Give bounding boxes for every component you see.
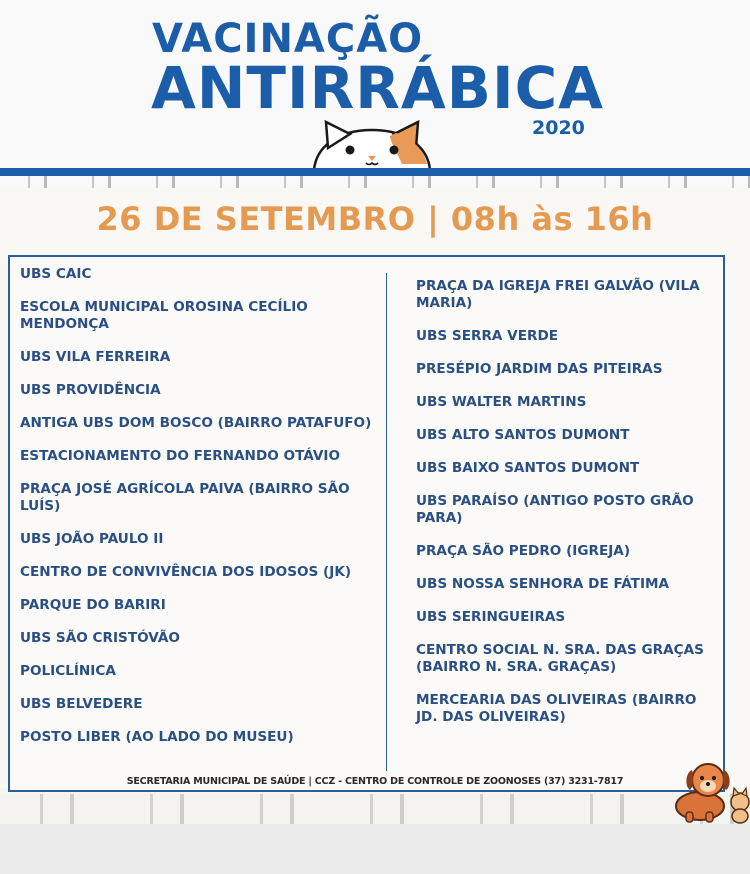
footer-credit: SECRETARIA MUNICIPAL DE SAÚDE | CCZ - CENTRO DE CONTROLE DE ZOONOSES (37) 3231-7817 bbox=[126, 776, 624, 787]
list-item: UBS SERRA VERDE bbox=[416, 328, 559, 344]
footer-band bbox=[0, 824, 750, 874]
list-item: UBS VILA FERREIRA bbox=[20, 349, 171, 365]
list-item: PRAÇA JOSÉ AGRÍCOLA PAIVA (BAIRRO SÃO LUÍS) bbox=[20, 481, 350, 514]
list-item: UBS CAIC bbox=[20, 266, 92, 282]
list-item: UBS PROVIDÊNCIA bbox=[20, 382, 161, 398]
footer-paw-pattern bbox=[0, 794, 750, 824]
column-divider bbox=[386, 273, 387, 771]
list-item: UBS ALTO SANTOS DUMONT bbox=[416, 427, 630, 443]
title-year: 2020 bbox=[532, 117, 585, 139]
list-item: UBS PARAÍSO (ANTIGO POSTO GRÃO PARA) bbox=[416, 493, 694, 526]
list-item: UBS WALTER MARTINS bbox=[416, 394, 587, 410]
list-item: POLICLÍNICA bbox=[20, 663, 116, 679]
paw-pattern-band bbox=[0, 176, 750, 188]
cat-face-icon bbox=[306, 118, 438, 170]
list-item: PRESÉPIO JARDIM DAS PITEIRAS bbox=[416, 361, 663, 377]
list-item: CENTRO DE CONVIVÊNCIA DOS IDOSOS (JK) bbox=[20, 564, 352, 580]
list-item: PRAÇA DA IGREJA FREI GALVÃO (VILA MARIA) bbox=[416, 278, 700, 311]
list-item: UBS BELVEDERE bbox=[20, 696, 143, 712]
date-time-heading: 26 DE SETEMBRO | 08h às 16h bbox=[96, 200, 654, 238]
title-antirrabica: ANTIRRÁBICA bbox=[151, 54, 605, 122]
list-item: UBS NOSSA SENHORA DE FÁTIMA bbox=[416, 576, 670, 592]
poster-header bbox=[0, 0, 750, 172]
list-item: UBS SÃO CRISTÓVÃO bbox=[20, 630, 180, 646]
list-item: UBS SERINGUEIRAS bbox=[416, 609, 566, 625]
list-item: PARQUE DO BARIRI bbox=[20, 597, 166, 613]
locations-right-column bbox=[416, 278, 716, 742]
list-item: ESCOLA MUNICIPAL OROSINA CECÍLIO MENDONÇA bbox=[20, 299, 308, 332]
list-item: UBS JOÃO PAULO II bbox=[20, 531, 164, 547]
list-item: ESTACIONAMENTO DO FERNANDO OTÁVIO bbox=[20, 448, 341, 464]
list-item: ANTIGA UBS DOM BOSCO (BAIRRO PATAFUFO) bbox=[20, 415, 372, 431]
list-item: CENTRO SOCIAL N. SRA. DAS GRAÇAS (BAIRRO N. SRA. GRAÇAS) bbox=[416, 642, 704, 675]
dog-and-cat-icon bbox=[662, 758, 750, 824]
list-item: POSTO LIBER (AO LADO DO MUSEU) bbox=[20, 729, 294, 745]
list-item: MERCEARIA DAS OLIVEIRAS (BAIRRO JD. DAS OLIVEIRAS) bbox=[416, 692, 697, 725]
list-item: UBS BAIXO SANTOS DUMONT bbox=[416, 460, 640, 476]
locations-left-column bbox=[20, 266, 380, 762]
list-item: PRAÇA SÃO PEDRO (IGREJA) bbox=[416, 543, 631, 559]
title-vacinacao: VACINAÇÃO bbox=[152, 16, 424, 62]
header-stripe bbox=[0, 168, 750, 176]
